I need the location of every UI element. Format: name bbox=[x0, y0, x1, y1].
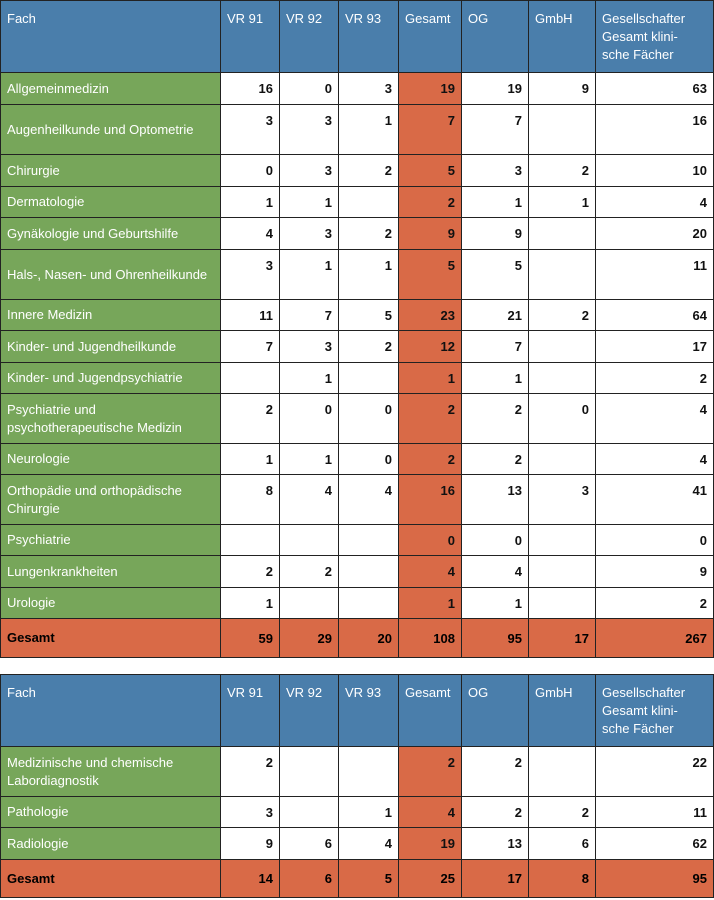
value-cell bbox=[339, 747, 399, 797]
value-cell bbox=[529, 250, 596, 300]
value-cell: 1 bbox=[280, 250, 339, 300]
value-cell bbox=[529, 525, 596, 556]
header-line: sche Fächer bbox=[602, 47, 674, 62]
value-cell: 7 bbox=[399, 105, 462, 155]
value-cell: 7 bbox=[462, 331, 529, 363]
value-cell: 3 bbox=[280, 218, 339, 250]
subject-cell: Allgemeinmedizin bbox=[1, 73, 221, 105]
value-cell: 3 bbox=[339, 73, 399, 105]
value-cell: 4 bbox=[596, 394, 714, 444]
value-cell bbox=[529, 556, 596, 588]
value-cell: 63 bbox=[596, 73, 714, 105]
subject-cell: Gynäkologie und Geburtshilfe bbox=[1, 218, 221, 250]
table-diagnostic-subjects bbox=[0, 674, 714, 898]
value-cell: 1 bbox=[399, 363, 462, 394]
table-header-row bbox=[1, 675, 714, 747]
table-row bbox=[1, 155, 714, 187]
col-header-gesellschafter bbox=[596, 675, 714, 747]
col-header-vr93: VR 93 bbox=[339, 675, 399, 747]
value-cell: 9 bbox=[399, 218, 462, 250]
value-cell: 9 bbox=[462, 218, 529, 250]
value-cell: 2 bbox=[529, 155, 596, 187]
value-cell: 1 bbox=[339, 105, 399, 155]
value-cell: 22 bbox=[596, 747, 714, 797]
table-row bbox=[1, 556, 714, 588]
value-cell: 3 bbox=[280, 105, 339, 155]
value-cell: 1 bbox=[339, 250, 399, 300]
value-cell: 64 bbox=[596, 300, 714, 331]
value-cell: 2 bbox=[339, 218, 399, 250]
subject-cell: Pathologie bbox=[1, 797, 221, 828]
header-line: Gesamt klini- bbox=[602, 703, 678, 718]
col-header-gesamt: Gesamt bbox=[399, 675, 462, 747]
value-cell: 2 bbox=[339, 331, 399, 363]
value-cell: 2 bbox=[596, 363, 714, 394]
value-cell bbox=[339, 363, 399, 394]
value-cell: 20 bbox=[596, 218, 714, 250]
table-row bbox=[1, 828, 714, 860]
value-cell: 2 bbox=[221, 747, 280, 797]
value-cell: 1 bbox=[529, 187, 596, 218]
total-value-cell: 95 bbox=[462, 619, 529, 658]
value-cell: 2 bbox=[596, 588, 714, 619]
table-row bbox=[1, 250, 714, 300]
value-cell: 16 bbox=[221, 73, 280, 105]
col-header-vr92: VR 92 bbox=[280, 675, 339, 747]
value-cell bbox=[339, 588, 399, 619]
col-header-fach: Fach bbox=[1, 1, 221, 73]
value-cell: 12 bbox=[399, 331, 462, 363]
value-cell: 2 bbox=[462, 747, 529, 797]
value-cell bbox=[221, 363, 280, 394]
table-row bbox=[1, 105, 714, 155]
value-cell: 62 bbox=[596, 828, 714, 860]
col-header-vr93: VR 93 bbox=[339, 1, 399, 73]
value-cell: 9 bbox=[221, 828, 280, 860]
value-cell bbox=[339, 556, 399, 588]
value-cell: 3 bbox=[529, 475, 596, 525]
value-cell: 13 bbox=[462, 828, 529, 860]
value-cell: 7 bbox=[462, 105, 529, 155]
value-cell: 5 bbox=[399, 250, 462, 300]
value-cell bbox=[529, 444, 596, 475]
value-cell bbox=[529, 747, 596, 797]
value-cell: 0 bbox=[399, 525, 462, 556]
value-cell: 1 bbox=[339, 797, 399, 828]
value-cell: 4 bbox=[596, 187, 714, 218]
value-cell: 4 bbox=[280, 475, 339, 525]
col-header-gmbh: GmbH bbox=[529, 675, 596, 747]
col-header-og: OG bbox=[462, 1, 529, 73]
value-cell: 5 bbox=[462, 250, 529, 300]
value-cell: 4 bbox=[399, 797, 462, 828]
subject-cell: Chirurgie bbox=[1, 155, 221, 187]
value-cell bbox=[280, 525, 339, 556]
value-cell bbox=[529, 588, 596, 619]
total-value-cell: 59 bbox=[221, 619, 280, 658]
subject-cell: Medizinische und chemische Labordiagnostik bbox=[1, 747, 221, 797]
value-cell: 3 bbox=[280, 155, 339, 187]
total-value-cell: 29 bbox=[280, 619, 339, 658]
value-cell: 3 bbox=[221, 105, 280, 155]
value-cell: 2 bbox=[462, 394, 529, 444]
table-row bbox=[1, 73, 714, 105]
header-line: Gesellschafter bbox=[602, 11, 686, 26]
value-cell: 3 bbox=[221, 250, 280, 300]
value-cell: 21 bbox=[462, 300, 529, 331]
total-value-cell: 25 bbox=[399, 860, 462, 898]
table-row bbox=[1, 363, 714, 394]
value-cell: 2 bbox=[462, 444, 529, 475]
value-cell: 23 bbox=[399, 300, 462, 331]
value-cell bbox=[529, 105, 596, 155]
subject-cell: Lungenkrankheiten bbox=[1, 556, 221, 588]
value-cell: 1 bbox=[221, 444, 280, 475]
value-cell: 5 bbox=[339, 300, 399, 331]
col-header-vr91: VR 91 bbox=[221, 1, 280, 73]
value-cell: 11 bbox=[221, 300, 280, 331]
value-cell bbox=[339, 187, 399, 218]
value-cell: 0 bbox=[529, 394, 596, 444]
value-cell: 0 bbox=[280, 73, 339, 105]
value-cell: 2 bbox=[221, 394, 280, 444]
value-cell bbox=[221, 525, 280, 556]
value-cell bbox=[529, 218, 596, 250]
total-row bbox=[1, 860, 714, 898]
value-cell: 2 bbox=[339, 155, 399, 187]
value-cell: 6 bbox=[280, 828, 339, 860]
value-cell: 8 bbox=[221, 475, 280, 525]
value-cell: 1 bbox=[399, 588, 462, 619]
subject-cell: Psychiatrie und psychotherapeutische Medizin bbox=[1, 394, 221, 444]
header-line: Gesamt klini- bbox=[602, 29, 678, 44]
value-cell: 2 bbox=[399, 394, 462, 444]
value-cell: 3 bbox=[280, 331, 339, 363]
value-cell: 2 bbox=[399, 747, 462, 797]
total-value-cell: 14 bbox=[221, 860, 280, 898]
col-header-og: OG bbox=[462, 675, 529, 747]
col-header-vr92: VR 92 bbox=[280, 1, 339, 73]
subject-cell: Hals-, Nasen- und Ohrenheilkunde bbox=[1, 250, 221, 300]
value-cell: 4 bbox=[462, 556, 529, 588]
table-body bbox=[1, 747, 714, 898]
table-row bbox=[1, 444, 714, 475]
total-value-cell: 17 bbox=[462, 860, 529, 898]
table-row bbox=[1, 588, 714, 619]
value-cell: 2 bbox=[280, 556, 339, 588]
value-cell: 0 bbox=[339, 394, 399, 444]
value-cell bbox=[280, 588, 339, 619]
value-cell: 3 bbox=[462, 155, 529, 187]
table-row bbox=[1, 331, 714, 363]
col-header-fach: Fach bbox=[1, 675, 221, 747]
subject-cell: Radiologie bbox=[1, 828, 221, 860]
value-cell: 4 bbox=[399, 556, 462, 588]
value-cell: 2 bbox=[399, 187, 462, 218]
subject-cell: Psychiatrie bbox=[1, 525, 221, 556]
table-row bbox=[1, 747, 714, 797]
value-cell: 1 bbox=[280, 187, 339, 218]
total-value-cell: 6 bbox=[280, 860, 339, 898]
value-cell: 4 bbox=[339, 475, 399, 525]
value-cell: 11 bbox=[596, 797, 714, 828]
value-cell: 4 bbox=[339, 828, 399, 860]
total-label: Gesamt bbox=[1, 619, 221, 658]
total-label: Gesamt bbox=[1, 860, 221, 898]
value-cell: 2 bbox=[529, 797, 596, 828]
value-cell: 11 bbox=[596, 250, 714, 300]
table-row bbox=[1, 187, 714, 218]
subject-cell: Orthopädie und orthopädische Chirurgie bbox=[1, 475, 221, 525]
value-cell: 1 bbox=[280, 444, 339, 475]
subject-cell: Neurologie bbox=[1, 444, 221, 475]
col-header-gesellschafter bbox=[596, 1, 714, 73]
value-cell: 7 bbox=[280, 300, 339, 331]
subject-cell: Kinder- und Jugendpsychiatrie bbox=[1, 363, 221, 394]
value-cell: 2 bbox=[399, 444, 462, 475]
value-cell: 5 bbox=[399, 155, 462, 187]
table-row bbox=[1, 525, 714, 556]
total-value-cell: 95 bbox=[596, 860, 714, 898]
value-cell: 1 bbox=[462, 187, 529, 218]
value-cell bbox=[280, 747, 339, 797]
table-row bbox=[1, 218, 714, 250]
table-row bbox=[1, 475, 714, 525]
col-header-gmbh: GmbH bbox=[529, 1, 596, 73]
value-cell: 9 bbox=[529, 73, 596, 105]
total-value-cell: 108 bbox=[399, 619, 462, 658]
value-cell bbox=[529, 331, 596, 363]
value-cell: 4 bbox=[221, 218, 280, 250]
value-cell: 4 bbox=[596, 444, 714, 475]
value-cell: 6 bbox=[529, 828, 596, 860]
value-cell: 16 bbox=[596, 105, 714, 155]
value-cell: 1 bbox=[221, 588, 280, 619]
total-value-cell: 17 bbox=[529, 619, 596, 658]
value-cell: 0 bbox=[280, 394, 339, 444]
total-value-cell: 8 bbox=[529, 860, 596, 898]
value-cell: 3 bbox=[221, 797, 280, 828]
value-cell: 9 bbox=[596, 556, 714, 588]
value-cell bbox=[280, 797, 339, 828]
value-cell: 1 bbox=[462, 588, 529, 619]
value-cell: 1 bbox=[280, 363, 339, 394]
value-cell: 17 bbox=[596, 331, 714, 363]
subject-cell: Augenheilkunde und Optometrie bbox=[1, 105, 221, 155]
value-cell: 2 bbox=[221, 556, 280, 588]
total-value-cell: 267 bbox=[596, 619, 714, 658]
total-row bbox=[1, 619, 714, 658]
subject-cell: Innere Medizin bbox=[1, 300, 221, 331]
value-cell bbox=[339, 525, 399, 556]
col-header-vr91: VR 91 bbox=[221, 675, 280, 747]
table-row bbox=[1, 300, 714, 331]
value-cell: 0 bbox=[596, 525, 714, 556]
value-cell: 1 bbox=[221, 187, 280, 218]
subject-cell: Dermatologie bbox=[1, 187, 221, 218]
value-cell: 41 bbox=[596, 475, 714, 525]
total-value-cell: 5 bbox=[339, 860, 399, 898]
table-header-row bbox=[1, 1, 714, 73]
value-cell: 0 bbox=[339, 444, 399, 475]
value-cell: 19 bbox=[399, 73, 462, 105]
value-cell: 16 bbox=[399, 475, 462, 525]
value-cell: 7 bbox=[221, 331, 280, 363]
value-cell bbox=[529, 363, 596, 394]
header-line: sche Fächer bbox=[602, 721, 674, 736]
value-cell: 13 bbox=[462, 475, 529, 525]
value-cell: 2 bbox=[529, 300, 596, 331]
col-header-gesamt: Gesamt bbox=[399, 1, 462, 73]
value-cell: 1 bbox=[462, 363, 529, 394]
value-cell: 19 bbox=[399, 828, 462, 860]
table-row bbox=[1, 394, 714, 444]
header-line: Gesellschafter bbox=[602, 685, 686, 700]
subject-cell: Urologie bbox=[1, 588, 221, 619]
value-cell: 19 bbox=[462, 73, 529, 105]
value-cell: 0 bbox=[462, 525, 529, 556]
table-row bbox=[1, 797, 714, 828]
subject-cell: Kinder- und Jugendheilkunde bbox=[1, 331, 221, 363]
value-cell: 2 bbox=[462, 797, 529, 828]
table-body bbox=[1, 73, 714, 658]
total-value-cell: 20 bbox=[339, 619, 399, 658]
value-cell: 10 bbox=[596, 155, 714, 187]
value-cell: 0 bbox=[221, 155, 280, 187]
